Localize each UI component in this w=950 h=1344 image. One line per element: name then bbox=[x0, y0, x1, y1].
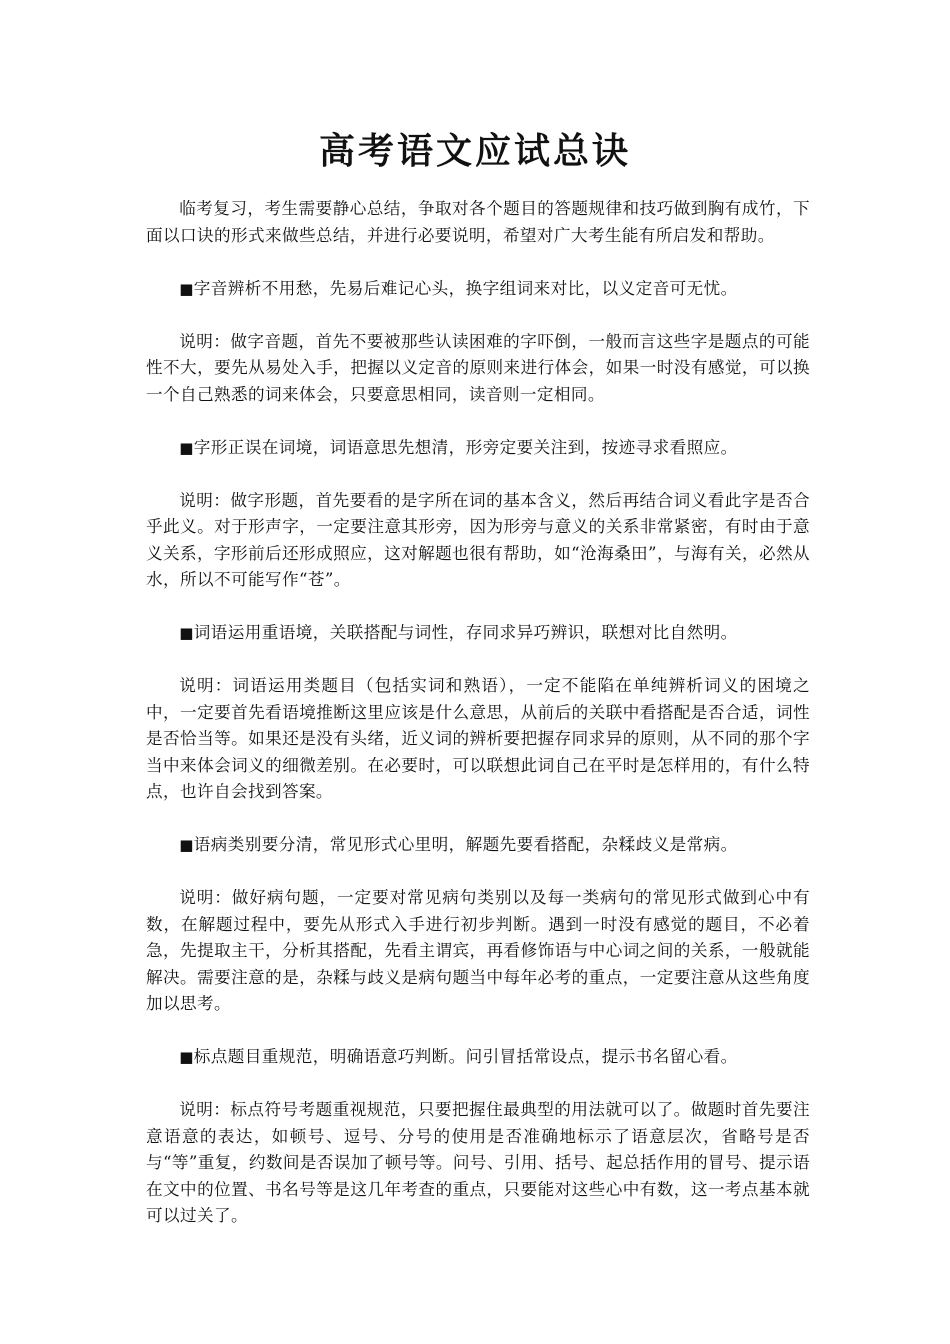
explanation-paragraph-1: 说明：做字音题，首先不要被那些认读困难的字吓倒，一般而言这些字是题点的可能性不大，要先从易处入手，把握以义定音的原则来进行体会，如果一时没有感觉，可以换一个自己熟悉的词来体会，只要意思相同，读音则一定相同。 bbox=[146, 331, 810, 404]
verse-line-4 bbox=[146, 832, 810, 859]
verse-text: 词语运用重语境，关联搭配与词性，存同求异巧辨识，联想对比自然明。 bbox=[193, 623, 738, 642]
verse-line-3 bbox=[146, 620, 810, 647]
page-title: 高考语文应试总诀 bbox=[318, 130, 631, 172]
document-body bbox=[146, 196, 810, 1256]
intro-paragraph: 临考复习，考生需要静心总结，争取对各个题目的答题规律和技巧做到胸有成竹，下面以口诀的形式来做些总结，并进行必要说明，希望对广大考生能有所启发和帮助。 bbox=[146, 199, 810, 245]
verse-line-5 bbox=[146, 1044, 810, 1071]
verse-text: 字形正误在词境，词语意思先想清，形旁定要关注到，按迹寻求看照应。 bbox=[193, 437, 738, 457]
verse-line-1 bbox=[146, 276, 810, 303]
square-bullet-icon: ■ bbox=[179, 279, 194, 298]
square-bullet-icon: ■ bbox=[179, 624, 194, 642]
square-bullet-icon: ■ bbox=[179, 836, 194, 854]
explanation-paragraph-5: 说明：标点符号考题重视规范，只要把握住最典型的用法就可以了。做题时首先要注意语意的表达，如顿号、逗号、分号的使用是否准确地标示了语意层次，省略号是否与“等”重复，约数间是否误加了顿号等。问号、引用、括号、起总括作用的冒号、提示语在文中的位置、书名号等是这几年考查的重点，只要能对这些心中有数，这一考点基本就可以过关了。 bbox=[146, 1100, 810, 1225]
verse-text: 字音辨析不用愁，先易后难记心头，换字组词来对比，以义定音可无忧。 bbox=[193, 278, 738, 298]
explanation-paragraph-3: 说明：词语运用类题目（包括实词和熟语），一定不能陷在单纯辨析词义的困境之中，一定要首先看语境推断这里应该是什么意思，从前后的关联中看搭配是否合适，词性是否恰当等。如果还是没有头绪，近义词的辨析要把握存同求异的原则，从不同的那个字当中来体会词义的细微差别。在必要时，可以联想此词自己在平时是怎样用的，有什么特点，也许自会找到答案。 bbox=[146, 676, 810, 801]
verse-text: 标点题目重规范，明确语意巧判断。问引冒括常设点，提示书名留心看。 bbox=[193, 1047, 738, 1066]
explanation-paragraph-2: 说明：做字形题，首先要看的是字所在词的基本含义，然后再结合词义看此字是否合乎此义。对于形声字，一定要注意其形旁，因为形旁与意义的关系非常紧密，有时由于意义关系，字形前后还形成照应，这对解题也很有帮助，如“沧海桑田”，与海有关，必然从水，所以不可能写作“苍”。 bbox=[146, 490, 810, 589]
verse-line-2 bbox=[146, 435, 810, 462]
explanation-paragraph-4: 说明：做好病句题，一定要对常见病句类别以及每一类病句的常见形式做到心中有数，在解题过程中，要先从形式入手进行初步判断。遇到一时没有感觉的题目，不必着急，先提取主干，分析其搭配，先看主谓宾，再看修饰语与中心词之间的关系，一般就能解决。需要注意的是，杂糅与歧义是病句题当中每年必考的重点，一定要注意从这些角度加以思考。 bbox=[146, 888, 810, 1013]
square-bullet-icon: ■ bbox=[179, 1048, 194, 1066]
square-bullet-icon: ■ bbox=[179, 438, 194, 457]
verse-text: 语病类别要分清，常见形式心里明，解题先要看搭配，杂糅歧义是常病。 bbox=[193, 835, 738, 854]
